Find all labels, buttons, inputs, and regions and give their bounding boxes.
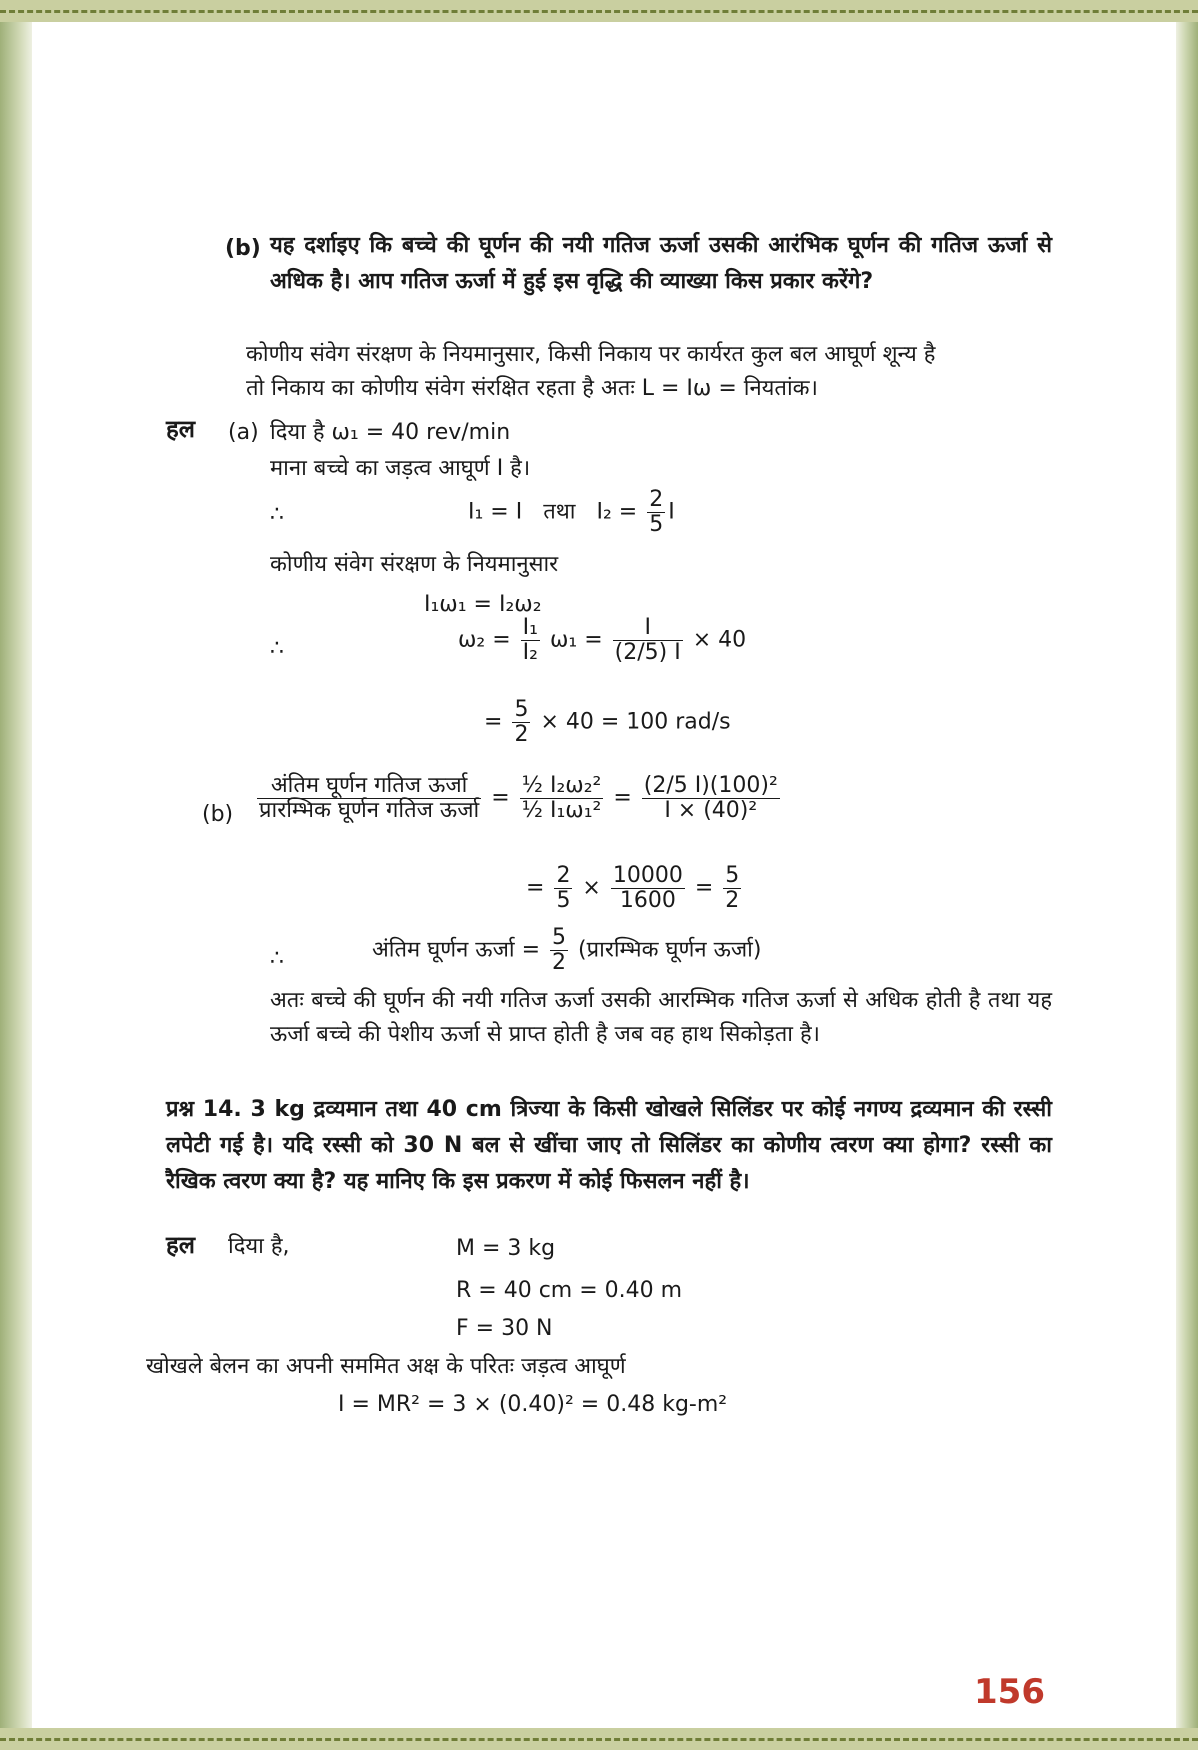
final-lhs: अंतिम घूर्णन ऊर्जा =: [372, 937, 541, 963]
momentum-equation: I₁ω₁ = I₂ω₂: [424, 592, 542, 617]
w2-tail: × 40: [692, 627, 747, 653]
final-energy: [372, 926, 761, 975]
i2-fraction: [647, 488, 665, 537]
w2-f2-num: I: [613, 616, 683, 641]
conclusion-paragraph: अतः बच्चे की घूर्णन की नयी गतिज ऊर्जा उसकी आरम्भिक गतिज ऊर्जा से अधिक होती है तथा यह ऊर्जा बच्चे की पेशीय ऊर्जा से प्राप्त होती है जब वह हाथ सिकोड़ता है।: [270, 988, 1052, 1047]
radius-value: R = 40 cm = 0.40 m: [456, 1278, 683, 1303]
page-border-top: [0, 0, 1198, 22]
res-fraction: [512, 698, 530, 747]
res-eq: =: [484, 709, 503, 735]
q14-label: प्रश्न 14.: [166, 1097, 242, 1122]
i2-lhs: I₂ =: [596, 499, 638, 525]
final-fraction: [550, 926, 568, 975]
given-label: दिया है,: [228, 1234, 290, 1259]
ke2-b-den: 1600: [619, 888, 676, 913]
res-tail: × 40 = 100 rad/s: [540, 709, 731, 735]
w2-f1-den: I₂: [522, 640, 538, 665]
w2-fraction-1: [521, 616, 540, 665]
ke-fraction-1: [520, 774, 604, 823]
ke2-fraction-a: [554, 864, 572, 913]
assume-moi: माना बच्चे का जड़त्व आघूर्ण I है।: [270, 456, 531, 481]
ke-f2-den: I × (40)²: [664, 798, 758, 823]
ke2-fraction-c: [723, 864, 741, 913]
solution-label: हल: [166, 415, 196, 443]
page-border-bottom: [0, 1728, 1198, 1750]
q14-text: 3 kg द्रव्यमान तथा 40 cm त्रिज्या के किसी खोखले सिलिंडर पर कोई नगण्य द्रव्यमान की रस्सी लपेटी गई है। यदि रस्सी को 30 N बल से खींचा जाए तो सिलिंडर का कोणीय त्वरण क्या होगा? रस्सी का रैखिक त्वरण क्या है? यह मानिए कि इस प्रकरण में कोई फिसलन नहीं है।: [166, 1097, 1052, 1194]
ke-ratio: $\frac{\text{अंतिम घूर्णन गतिज ऊर्जा}}{\text{प्रारम्भिक घूर्णन गतिज ऊर्जा}}$ = $\frac{\text{½ I₂ω₂²}}{\text{½ I₁ω₁²}}$ = $\frac{\text{(2/5 I)(100)²}}{\text{I × (40)²}}$: [259, 773, 778, 823]
w2-lhs: ω₂ =: [458, 627, 511, 653]
moi-equation: I = MR² = 3 × (0.40)² = 0.48 kg-m²: [338, 1392, 728, 1417]
omega2-result: [484, 698, 731, 747]
final-den: 2: [552, 950, 567, 975]
ke2-fraction-b: [611, 864, 685, 913]
i1-eq: I₁ = I: [468, 499, 523, 525]
ke2-b-num: 10000: [612, 863, 683, 888]
omega2-derivation: [458, 616, 746, 665]
ke2-c-den: 2: [725, 888, 740, 913]
w2-f2-den: (2/5) I: [614, 640, 681, 665]
page-border-left: [0, 22, 32, 1728]
ke-simplified: = $\frac{2}{5}$ × $\frac{10000}{1600}$ = $\frac{5}{2}$: [526, 863, 740, 913]
i2-num: 2: [649, 487, 664, 512]
q13b-label: (b): [225, 236, 261, 261]
q13b-text: यह दर्शाइए कि बच्चे की घूर्णन की नयी गतिज ऊर्जा उसकी आरंभिक घूर्णन की गतिज ऊर्जा से अधिक है। आप गतिज ऊर्जा में हुई इस वृद्धि की व्याख्या किस प्रकार करेंगे?: [270, 233, 1052, 294]
ke-f1-den: ½ I₁ω₁²: [521, 798, 602, 823]
ke-f1-num: ½ I₂ω₂²: [521, 773, 602, 798]
mass-value: M = 3 kg: [456, 1236, 556, 1261]
page-border-right: [1176, 22, 1198, 1728]
w2-fraction-2: [613, 616, 683, 665]
ke-word-fraction: [257, 774, 481, 823]
moi-statement: खोखले बेलन का अपनी सममित अक्ष के परितः जड़त्व आघूर्ण: [146, 1354, 626, 1379]
part-b-label: (b): [202, 802, 234, 827]
given-omega: दिया है ω₁ = 40 rev/min: [270, 420, 511, 445]
ke-fraction-2: [642, 774, 780, 823]
therefore-symbol-3: ∴: [270, 946, 284, 971]
therefore-symbol-2: ∴: [270, 636, 284, 661]
final-tail: (प्रारम्भिक घूर्णन ऊर्जा): [578, 937, 762, 963]
q14-paragraph: [166, 1092, 1052, 1200]
final-num: 5: [552, 925, 567, 950]
w2-mid: ω₁ =: [549, 627, 603, 653]
ke2-a-den: 5: [556, 888, 571, 913]
solution-label-2: हल: [166, 1231, 196, 1259]
res-num: 5: [514, 697, 529, 722]
therefore-symbol: ∴: [270, 502, 284, 527]
i2-tail: I: [668, 499, 675, 525]
conservation-law: कोणीय संवेग संरक्षण के नियमानुसार: [270, 552, 559, 577]
i2-den: 5: [649, 512, 664, 537]
page-number: 156: [974, 1672, 1045, 1712]
ke-num: अंतिम घूर्णन गतिज ऊर्जा: [257, 774, 481, 799]
w2-f1-num: I₁: [522, 615, 538, 640]
part-a-label: (a): [228, 420, 259, 445]
res-den: 2: [514, 722, 529, 747]
ke-f2-num: (2/5 I)(100)²: [643, 773, 778, 798]
note-line-1: कोणीय संवेग संरक्षण के नियमानुसार, किसी निकाय पर कार्यरत कुल बल आघूर्ण शून्य है: [246, 342, 936, 367]
ke2-a-num: 2: [556, 863, 571, 888]
note-line-2: तो निकाय का कोणीय संवेग संरक्षित रहता है अतः L = Iω = नियतांक।: [246, 376, 818, 401]
page: [32, 22, 1176, 1728]
moment-relations: [468, 488, 675, 537]
force-value: F = 30 N: [456, 1316, 553, 1341]
tatha: तथा: [543, 499, 576, 525]
ke2-c-num: 5: [725, 863, 740, 888]
ke-den: प्रारम्भिक घूर्णन गतिज ऊर्जा: [259, 798, 480, 823]
